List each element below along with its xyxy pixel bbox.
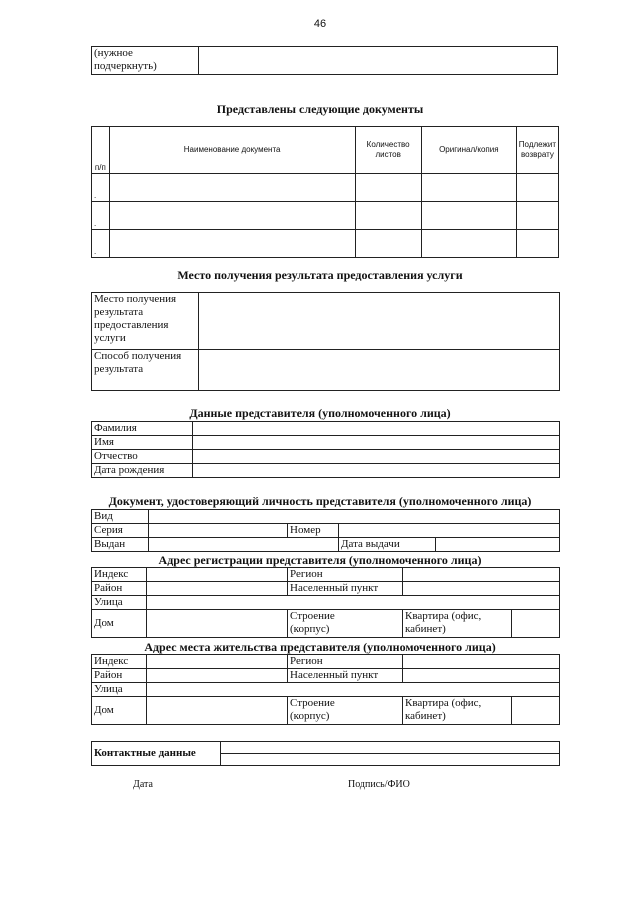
reg-street-field[interactable] (147, 596, 560, 610)
issue-date-label: Дата выдачи (339, 538, 436, 552)
contacts-field[interactable] (221, 742, 560, 754)
doc-orig-cell[interactable] (421, 174, 516, 202)
reg-locality-field[interactable] (403, 582, 560, 596)
result-place-label: Место получения результата предоставления услуги (92, 293, 199, 350)
reg-index-label: Индекс (92, 568, 147, 582)
live-street-label: Улица (92, 683, 147, 697)
live-address-title: Адрес места жительства представителя (уполномоченного лица) (144, 640, 496, 654)
live-index-label: Индекс (92, 655, 147, 669)
doc-name-cell[interactable] (109, 230, 355, 258)
col-ret: Подлежит возврату (516, 127, 558, 174)
reg-street-label: Улица (92, 596, 147, 610)
reg-building-label: Строение (корпус) (288, 610, 403, 638)
series-field[interactable] (149, 524, 288, 538)
number-label: Номер (288, 524, 339, 538)
doc-count-cell[interactable] (355, 230, 421, 258)
birthdate-label: Дата рождения (92, 464, 193, 478)
result-method-label: Способ получения результата (92, 350, 199, 391)
contacts-label: Контактные данные (92, 742, 221, 766)
live-street-field[interactable] (147, 683, 560, 697)
live-district-label: Район (92, 669, 147, 683)
documents-title: Представлены следующие документы (216, 102, 424, 116)
series-label: Серия (92, 524, 149, 538)
reg-index-field[interactable] (147, 568, 288, 582)
reg-house-field[interactable] (147, 610, 288, 638)
name-field[interactable] (193, 436, 560, 450)
number-field[interactable] (339, 524, 560, 538)
surname-field[interactable] (193, 422, 560, 436)
reg-district-label: Район (92, 582, 147, 596)
row-num: . (92, 230, 110, 258)
doc-ret-cell[interactable] (516, 202, 558, 230)
page-number: 46 (313, 18, 327, 30)
doc-orig-cell[interactable] (421, 230, 516, 258)
reg-address-title: Адрес регистрации представителя (уполномоченного лица) (158, 553, 482, 567)
doc-orig-cell[interactable] (421, 202, 516, 230)
kind-field[interactable] (149, 510, 560, 524)
result-title: Место получения результата предоставления услуги (177, 268, 463, 282)
live-building-label: Строение (корпус) (288, 697, 403, 725)
live-apartment-field[interactable] (512, 697, 560, 725)
date-label: Дата (133, 779, 153, 790)
issued-field[interactable] (149, 538, 339, 552)
result-method-value[interactable] (199, 350, 560, 391)
result-place-value[interactable] (199, 293, 560, 350)
live-region-label: Регион (288, 655, 403, 669)
doc-ret-cell[interactable] (516, 230, 558, 258)
reg-apartment-field[interactable] (512, 610, 560, 638)
id-document-title: Документ, удостоверяющий личность представителя (уполномоченного лица) (108, 494, 532, 508)
live-house-field[interactable] (147, 697, 288, 725)
col-count: Количество листов (355, 127, 421, 174)
top-table (91, 46, 558, 75)
reg-region-field[interactable] (403, 568, 560, 582)
doc-count-cell[interactable] (355, 174, 421, 202)
doc-name-cell[interactable] (109, 202, 355, 230)
birthdate-field[interactable] (193, 464, 560, 478)
live-district-field[interactable] (147, 669, 288, 683)
top-table-value[interactable] (199, 47, 558, 75)
live-index-field[interactable] (147, 655, 288, 669)
live-house-label: Дом (92, 697, 147, 725)
col-num: п/п (92, 127, 110, 174)
representative-title: Данные представителя (уполномоченного лица) (189, 406, 451, 420)
reg-address-table (91, 567, 560, 638)
row-num: . (92, 202, 110, 230)
row-num: . (92, 174, 110, 202)
reg-house-label: Дом (92, 610, 147, 638)
representative-table (91, 421, 560, 478)
doc-ret-cell[interactable] (516, 174, 558, 202)
patronymic-field[interactable] (193, 450, 560, 464)
issued-label: Выдан (92, 538, 149, 552)
id-document-table (91, 509, 560, 552)
live-region-field[interactable] (403, 655, 560, 669)
reg-region-label: Регион (288, 568, 403, 582)
live-locality-label: Населенный пункт (288, 669, 403, 683)
name-label: Имя (92, 436, 193, 450)
surname-label: Фамилия (92, 422, 193, 436)
doc-name-cell[interactable] (109, 174, 355, 202)
patronymic-label: Отчество (92, 450, 193, 464)
live-address-table (91, 654, 560, 725)
live-apartment-label: Квартира (офис, кабинет) (403, 697, 512, 725)
reg-apartment-label: Квартира (офис, кабинет) (403, 610, 512, 638)
issue-date-field[interactable] (436, 538, 560, 552)
doc-count-cell[interactable] (355, 202, 421, 230)
top-table-label: (нужное подчеркнуть) (92, 47, 199, 75)
contacts-table (91, 741, 560, 766)
result-table (91, 292, 560, 391)
col-orig: Оригинал/копия (421, 127, 516, 174)
signature-label: Подпись/ФИО (348, 779, 410, 790)
reg-district-field[interactable] (147, 582, 288, 596)
col-name: Наименование документа (109, 127, 355, 174)
reg-locality-label: Населенный пункт (288, 582, 403, 596)
live-locality-field[interactable] (403, 669, 560, 683)
kind-label: Вид (92, 510, 149, 524)
documents-table (91, 126, 559, 258)
contacts-field[interactable] (221, 754, 560, 766)
